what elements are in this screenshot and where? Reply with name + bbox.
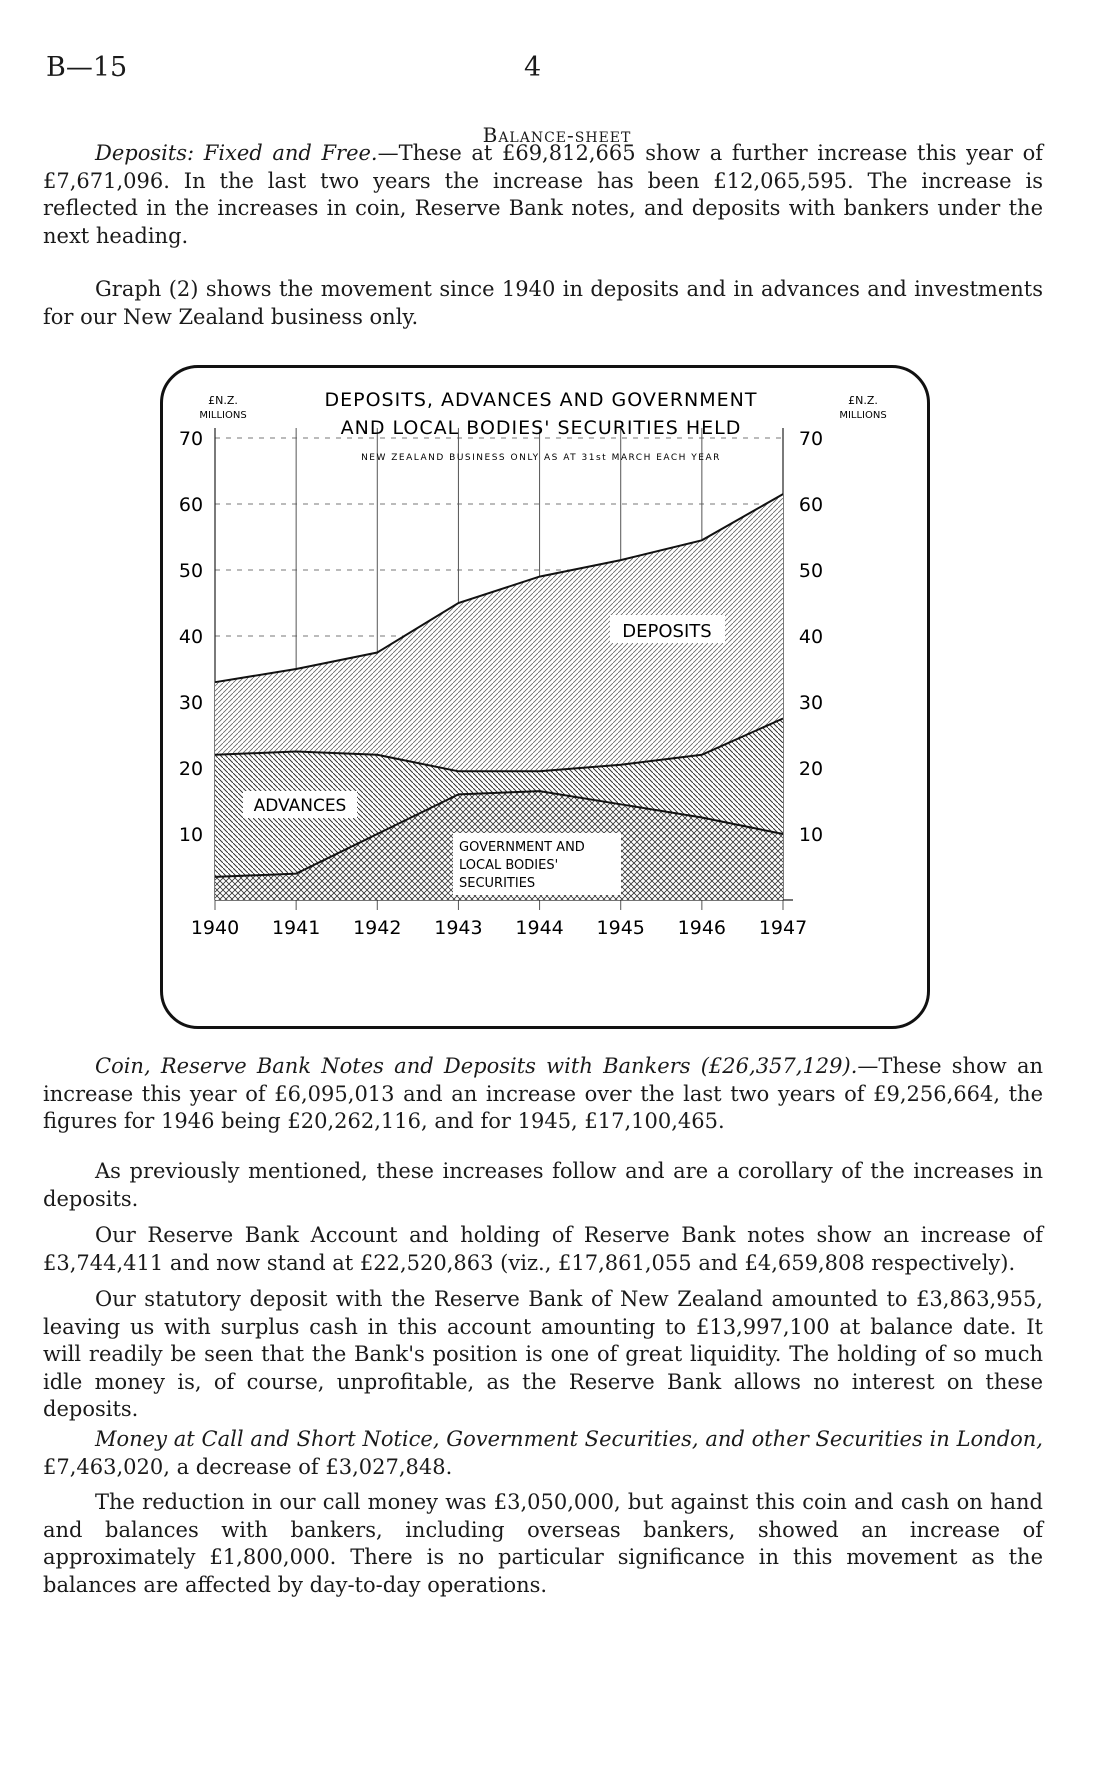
securities-label-3: SECURITIES [459,876,536,891]
securities-label-2: LOCAL BODIES' [459,858,559,873]
chart-subtitle: NEW ZEALAND BUSINESS ONLY AS AT 31st MARCH EACH YEAR [361,453,721,463]
area-chart [163,368,927,1026]
chart-title-line-1: DEPOSITS, ADVANCES AND GOVERNMENT [324,389,758,411]
x-tick-1942: 1942 [353,917,402,939]
x-tick-1940: 1940 [190,917,240,939]
advances-label: ADVANCES [253,796,347,816]
y-tick-left-50: 50 [178,560,204,582]
paragraph-money-at-call [43,1426,1043,1481]
y-tick-left-10: 10 [178,824,204,846]
y-tick-left-30: 30 [178,692,204,714]
section-title: Balance-sheet [482,123,632,147]
paragraph-reserve-bank-account: Our Reserve Bank Account and holding of Reserve Bank notes show an increase of £3,744,411 and now stand at £22,520,863 (viz., £17,861,055 and £4,659,808 respectively). [43,1223,1043,1275]
x-tick-1941: 1941 [271,917,321,939]
heading-money-at-call: Money at Call and Short Notice, Government Securities, and other Securities in London, [95,1427,1043,1451]
text-money-at-call: £7,463,020, a decrease of £3,027,848. [43,1454,453,1479]
text-coin: —These show an increase this year of £6,095,013 and an increase over the last two years of £9,256,664, the figures for 1946 being £20,262,116, and for 1945, £17,100,465. [43,1054,1043,1133]
y-tick-right-50: 50 [798,560,824,582]
paragraph-call-money-reduction: The reduction in our call money was £3,050,000, but against this coin and cash on hand and balances with bankers, including overseas bankers, showed an increase of approximately £1,800,000. There is no particular significance in this movement as the balances are affected by day-to-day operations. [43,1490,1043,1597]
heading-coin: Coin, Reserve Bank Notes and Deposits with Bankers (£26,357,129). [95,1054,858,1078]
paragraph-graph-reference: Graph (2) shows the movement since 1940 in deposits and in advances and investments for our New Zealand business only. [43,277,1043,329]
deposits-label: DEPOSITS [622,621,712,642]
x-tick-labels [191,917,807,939]
x-tick-1947: 1947 [758,917,808,939]
page-header [46,52,1068,92]
heading-deposits: Deposits: Fixed and Free. [95,141,378,165]
y-tick-right-10: 10 [798,824,824,846]
y-tick-right-40: 40 [798,626,824,648]
text-deposits: —These at £69,812,665 show a further increase this year of £7,671,096. In the last two years the increase has been £12,065,595. The increase is reflected in the increases in coin, Reserve Bank notes, and deposits with bankers under the next heading. [43,141,1044,248]
x-tick-1944: 1944 [515,917,564,939]
chart-title-line-2: AND LOCAL BODIES' SECURITIES HELD [340,417,742,439]
y-tick-left-20: 20 [178,758,204,780]
document-reference: B—15 [46,52,128,83]
y-unit-left-2: MILLIONS [199,410,247,421]
securities-label-1: GOVERNMENT AND [459,840,585,855]
paragraph-corollary: As previously mentioned, these increases follow and are a corollary of the increases in deposits. [43,1159,1043,1211]
x-tick-1946: 1946 [677,917,727,939]
y-tick-right-30: 30 [798,692,824,714]
page-number: 4 [524,52,542,83]
y-tick-right-70: 70 [798,428,824,450]
y-tick-right-60: 60 [798,494,824,516]
y-unit-right-2: MILLIONS [839,410,887,421]
y-tick-left-60: 60 [178,494,204,516]
y-tick-right-20: 20 [798,758,824,780]
x-tick-1945: 1945 [596,917,645,939]
y-tick-labels-left [179,428,203,846]
y-unit-left-1: £N.Z. [208,394,238,407]
paragraph-coin [43,1053,1043,1136]
y-tick-labels-right [799,428,823,846]
y-tick-left-40: 40 [178,626,204,648]
chart-frame [160,365,930,1029]
x-tick-1943: 1943 [434,917,483,939]
paragraph-deposits [43,140,1043,250]
y-tick-left-70: 70 [178,428,204,450]
y-unit-right-1: £N.Z. [848,394,878,407]
paragraph-statutory-deposit: Our statutory deposit with the Reserve Bank of New Zealand amounted to £3,863,955, leaving us with surplus cash in this account amounting to £13,997,100 at balance date. It will readily be seen that the Bank's position is one of great liquidity. The holding of so much idle money is, of course, unprofitable, as the Reserve Bank allows no interest on these deposits. [43,1287,1043,1421]
